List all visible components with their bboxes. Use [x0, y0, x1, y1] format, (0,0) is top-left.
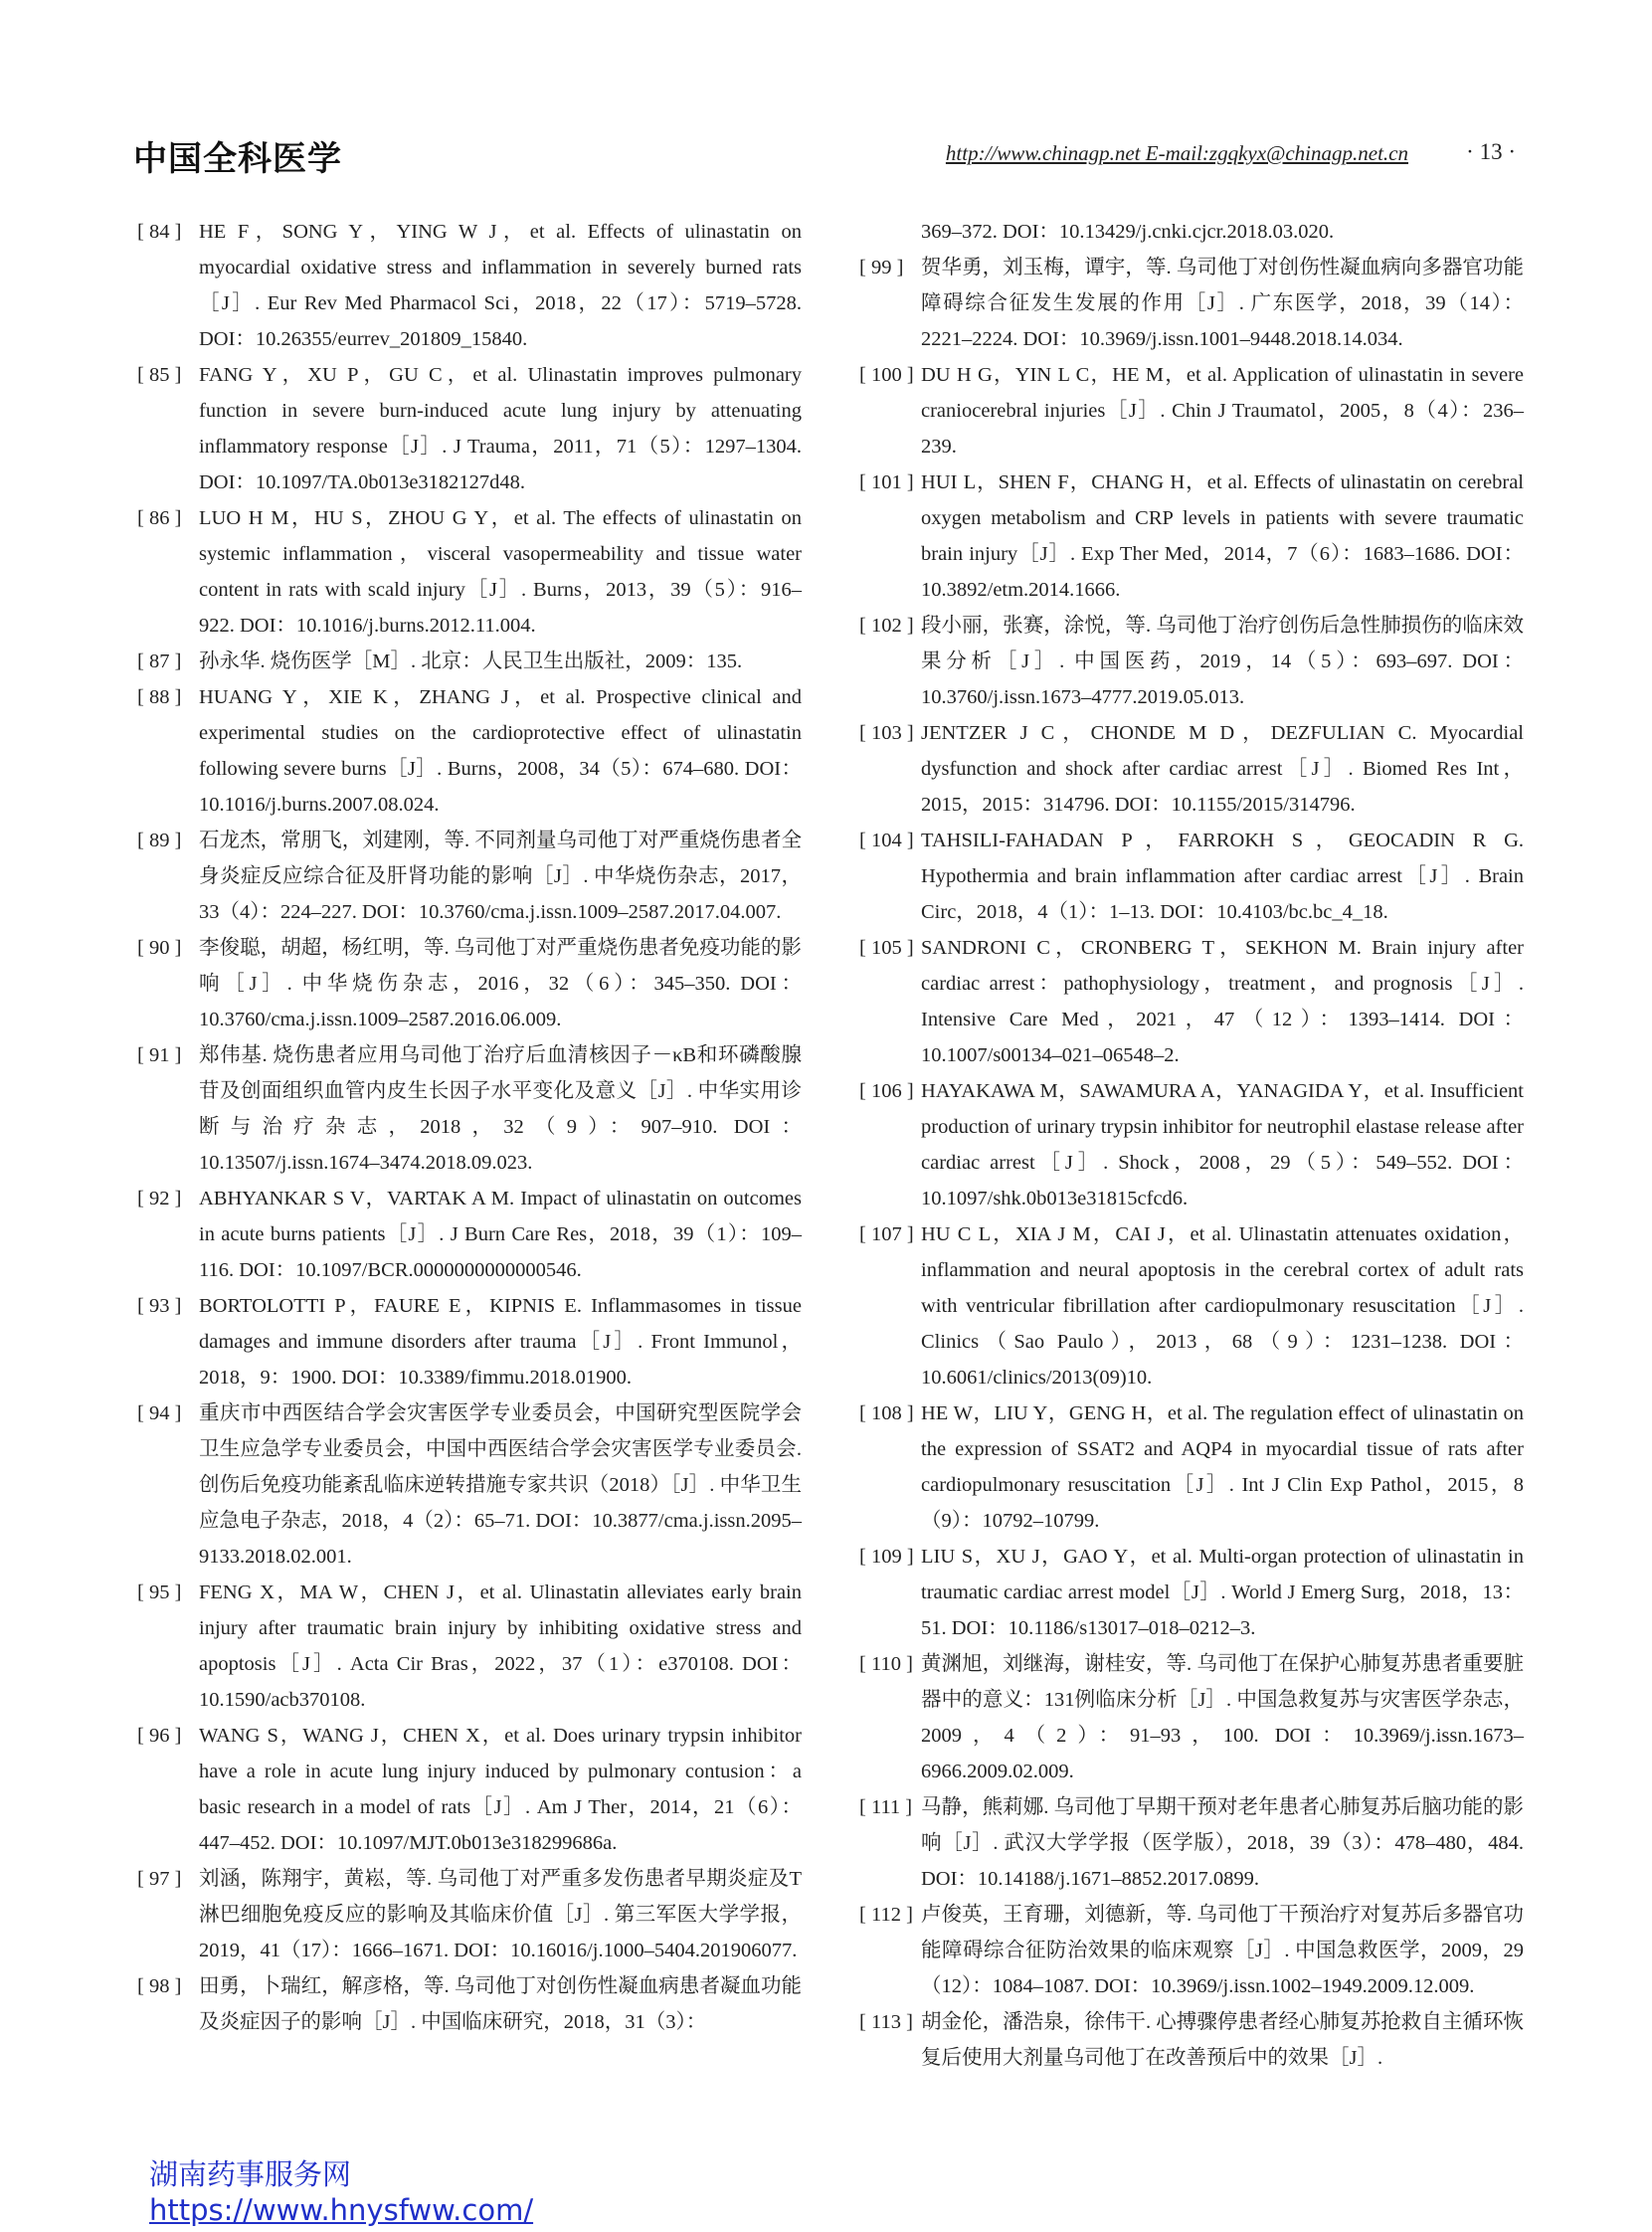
reference-number: [ 86 ]: [137, 507, 182, 529]
reference-number: [ 95 ]: [137, 1581, 182, 1603]
reference-text: HE W，LIU Y，GENG H，et al. The regulation effect of ulinastatin on the expression of SSAT2 and AQP4 in myocardial tissue of rats after cardiopulmonary resuscitation［J］. Int J Clin Exp Pathol，2015，8（9）：10792–10799.: [921, 1402, 1524, 1532]
reference-entry: [859, 1216, 1524, 1395]
reference-text: 马静，熊莉娜. 乌司他丁早期干预对老年患者心肺复苏后脑功能的影响［J］. 武汉大学学报（医学版），2018，39（3）：478–480，484. DOI：10.14188/j.1671–8852.2017.0899.: [921, 1796, 1524, 1890]
reference-entry: [137, 500, 802, 644]
reference-entry: [137, 1395, 802, 1575]
reference-entry: [859, 823, 1524, 930]
reference-entry: [859, 1073, 1524, 1216]
reference-number: [ 84 ]: [137, 221, 182, 243]
page-header: [133, 127, 1516, 177]
reference-number: [ 96 ]: [137, 1725, 182, 1747]
reference-entry: [137, 823, 802, 930]
reference-entry: [859, 2004, 1524, 2076]
reference-entry: [859, 608, 1524, 715]
reference-entry: [137, 644, 802, 679]
reference-text: 孙永华. 烧伤医学［M］. 北京：人民卫生出版社，2009：135.: [199, 651, 743, 672]
reference-number: [ 97 ]: [137, 1868, 182, 1890]
watermark-url[interactable]: https://www.hnysfww.com/: [149, 2193, 534, 2227]
reference-entry: [137, 1037, 802, 1181]
reference-entry: [859, 1395, 1524, 1539]
reference-number: [ 93 ]: [137, 1295, 182, 1317]
reference-column-right: [859, 214, 1524, 2076]
reference-entry: [859, 1539, 1524, 1646]
reference-text: HE F，SONG Y，YING W J，et al. Effects of ulinastatin on myocardial oxidative stress and inflammation in severely burned rats［J］. Eur Rev Med Pharmacol Sci，2018，22（17）：5719–5728. DOI：10.26355/eurrev_201809_15840.: [199, 221, 802, 350]
reference-text: HUANG Y，XIE K，ZHANG J，et al. Prospective clinical and experimental studies on the cardioprotective effect of ulinastatin following severe burns［J］. Burns，2008，34（5）：674–680. DOI：10.1016/j.burns.2007.08.024.: [199, 686, 802, 816]
reference-text: SANDRONI C，CRONBERG T，SEKHON M. Brain injury after cardiac arrest：pathophysiology，treatment，and prognosis［J］. Intensive Care Med，2021，47（12）：1393–1414. DOI：10.1007/s00134–021–06548–2.: [921, 937, 1524, 1066]
reference-text: 369–372. DOI：10.13429/j.cnki.cjcr.2018.03.020.: [921, 221, 1335, 243]
reference-text: HUI L，SHEN F，CHANG H，et al. Effects of ulinastatin on cerebral oxygen metabolism and CRP levels in patients with severe traumatic brain injury［J］. Exp Ther Med，2014，7（6）：1683–1686. DOI：10.3892/etm.2014.1666.: [921, 471, 1524, 601]
reference-text: WANG S，WANG J，CHEN X，et al. Does urinary trypsin inhibitor have a role in acute lung injury induced by pulmonary contusion：a basic research in a model of rats［J］. Am J Ther，2014，21（6）：447–452. DOI：10.1097/MJT.0b013e318299686a.: [199, 1725, 802, 1854]
reference-number: [ 113 ]: [859, 2011, 913, 2033]
reference-text: HU C L，XIA J M，CAI J，et al. Ulinastatin attenuates oxidation，inflammation and neural apoptosis in the cerebral cortex of adult rats with ventricular fibrillation after cardiopulmonary resuscitation［J］. Clinics（Sao Paulo），2013，68（9）：1231–1238. DOI：10.6061/clinics/2013(09)10.: [921, 1223, 1524, 1389]
page-number: · 13 ·: [1466, 139, 1516, 164]
reference-entry: [137, 1575, 802, 1718]
reference-number: [ 89 ]: [137, 830, 182, 851]
journal-url-email[interactable]: http://www.chinagp.net E-mail:zgqkyx@chinagp.net.cn: [945, 141, 1408, 165]
reference-text: 石龙杰，常朋飞，刘建刚，等. 不同剂量乌司他丁对严重烧伤患者全身炎症反应综合征及肝肾功能的影响［J］. 中华烧伤杂志，2017，33（4）：224–227. DOI：10.3760/cma.j.issn.1009–2587.2017.04.007.: [199, 830, 802, 923]
reference-entry: [137, 1181, 802, 1288]
reference-number: [ 106 ]: [859, 1080, 914, 1102]
reference-number: [ 109 ]: [859, 1546, 914, 1568]
reference-entry: [137, 1861, 802, 1968]
reference-text: 郑伟基. 烧伤患者应用乌司他丁治疗后血清核因子－κB和环磷酸腺苷及创面组织血管内皮生长因子水平变化及意义［J］. 中华实用诊断与治疗杂志，2018，32（9）：907–910. DOI：10.13507/j.issn.1674–3474.2018.09.023.: [199, 1044, 802, 1174]
reference-number: [ 103 ]: [859, 722, 914, 744]
journal-title: 中国全科医学: [133, 139, 342, 179]
reference-text: DU H G，YIN L C，HE M，et al. Application of ulinastatin in severe craniocerebral injuries［J］. Chin J Traumatol，2005，8（4）：236–239.: [921, 364, 1524, 458]
reference-number: [ 100 ]: [859, 364, 914, 386]
reference-entry: [859, 930, 1524, 1073]
reference-number: [ 108 ]: [859, 1402, 914, 1424]
reference-number: [ 101 ]: [859, 471, 914, 493]
reference-number: [ 112 ]: [859, 1904, 913, 1926]
reference-entry: [137, 930, 802, 1037]
reference-number: [ 105 ]: [859, 937, 914, 959]
reference-text: ABHYANKAR S V，VARTAK A M. Impact of ulinastatin on outcomes in acute burns patients［J］. J Burn Care Res，2018，39（1）：109–116. DOI：10.1097/BCR.0000000000000546.: [199, 1188, 802, 1281]
reference-text: FANG Y，XU P，GU C，et al. Ulinastatin improves pulmonary function in severe burn-induced acute lung injury by attenuating inflammatory response［J］. J Trauma，2011，71（5）：1297–1304. DOI：10.1097/TA.0b013e3182127d48.: [199, 364, 802, 493]
reference-text: 卢俊英，王育珊，刘德新，等. 乌司他丁干预治疗对复苏后多器官功能障碍综合征防治效果的临床观察［J］. 中国急救医学，2009，29（12）：1084–1087. DOI：10.3969/j.issn.1002–1949.2009.12.009.: [921, 1904, 1524, 1997]
reference-number: [ 111 ]: [859, 1796, 913, 1818]
reference-entry: [859, 465, 1524, 608]
reference-number: [ 88 ]: [137, 686, 182, 708]
reference-text: 胡金伦，潘浩泉，徐伟干. 心搏骤停患者经心肺复苏抢救自主循环恢复后使用大剂量乌司他丁在改善预后中的效果［J］.: [921, 2011, 1524, 2069]
reference-entry: [859, 1646, 1524, 1789]
reference-text: HAYAKAWA M，SAWAMURA A，YANAGIDA Y，et al. Insufficient production of urinary trypsin inhibitor for neutrophil elastase release after cardiac arrest［J］. Shock，2008，29（5）：549–552. DOI：10.1097/shk.0b013e31815cfcd6.: [921, 1080, 1524, 1209]
reference-entry: [859, 1789, 1524, 1897]
reference-text: 重庆市中西医结合学会灾害医学专业委员会，中国研究型医院学会卫生应急学专业委员会，中国中西医结合学会灾害医学专业委员会. 创伤后免疫功能紊乱临床逆转措施专家共识（2018）［J］. 中华卫生应急电子杂志，2018，4（2）：65–71. DOI：10.3877/cma.j.issn.2095–9133.2018.02.001.: [199, 1402, 802, 1568]
reference-number: [ 92 ]: [137, 1188, 182, 1209]
reference-number: [ 104 ]: [859, 830, 914, 851]
reference-text: LIU S，XU J，GAO Y，et al. Multi-organ protection of ulinastatin in traumatic cardiac arrest model［J］. World J Emerg Surg，2018，13：51. DOI：10.1186/s13017–018–0212–3.: [921, 1546, 1524, 1639]
reference-number: [ 91 ]: [137, 1044, 182, 1066]
reference-entry: [137, 1718, 802, 1861]
reference-number: [ 102 ]: [859, 615, 914, 637]
reference-column-left: [137, 214, 802, 2040]
reference-number: [ 85 ]: [137, 364, 182, 386]
reference-text: 田勇，卜瑞红，解彦格，等. 乌司他丁对创伤性凝血病患者凝血功能及炎症因子的影响［J］. 中国临床研究，2018，31（3）：: [199, 1975, 802, 2033]
reference-text: 刘涵，陈翔宇，黄崧，等. 乌司他丁对严重多发伤患者早期炎症及T淋巴细胞免疫反应的影响及其临床价值［J］. 第三军医大学学报，2019，41（17）：1666–1671. DOI：10.16016/j.1000–5404.201906077.: [199, 1868, 802, 1961]
reference-number: [ 110 ]: [859, 1653, 913, 1675]
reference-text: TAHSILI-FAHADAN P，FARROKH S，GEOCADIN R G. Hypothermia and brain inflammation after cardiac arrest［J］. Brain Circ，2018，4（1）：1–13. DOI：10.4103/bc.bc_4_18.: [921, 830, 1524, 923]
reference-entry: [859, 715, 1524, 823]
reference-text: 段小丽，张赛，涂悦，等. 乌司他丁治疗创伤后急性肺损伤的临床效果分析［J］. 中国医药，2019，14（5）：693–697. DOI：10.3760/j.issn.1673–4777.2019.05.013.: [921, 615, 1524, 708]
reference-number: [ 87 ]: [137, 651, 182, 672]
watermark-site-name: 湖南药事服务网: [149, 2157, 352, 2191]
reference-text: 李俊聪，胡超，杨红明，等. 乌司他丁对严重烧伤患者免疫功能的影响［J］. 中华烧伤杂志，2016，32（6）：345–350. DOI：10.3760/cma.j.issn.1009–2587.2016.06.009.: [199, 937, 802, 1030]
reference-entry: [859, 214, 1524, 250]
reference-entry: [859, 250, 1524, 357]
reference-number: [ 90 ]: [137, 937, 182, 959]
reference-entry: [137, 679, 802, 823]
reference-entry: [137, 1288, 802, 1395]
reference-text: FENG X，MA W，CHEN J，et al. Ulinastatin alleviates early brain injury after traumatic brain injury by inhibiting oxidative stress and apoptosis［J］. Acta Cir Bras，2022，37（1）：e370108. DOI：10.1590/acb370108.: [199, 1581, 802, 1711]
reference-entry: [859, 357, 1524, 465]
reference-entry: [137, 1968, 802, 2040]
reference-text: BORTOLOTTI P，FAURE E，KIPNIS E. Inflammasomes in tissue damages and immune disorders after trauma［J］. Front Immunol，2018，9：1900. DOI：10.3389/fimmu.2018.01900.: [199, 1295, 802, 1389]
reference-text: JENTZER J C，CHONDE M D，DEZFULIAN C. Myocardial dysfunction and shock after cardiac arrest［J］. Biomed Res Int，2015，2015：314796. DOI：10.1155/2015/314796.: [921, 722, 1524, 816]
reference-entry: [859, 1897, 1524, 2004]
site-watermark: [149, 2156, 533, 2228]
reference-number: [ 99 ]: [859, 257, 904, 279]
reference-text: LUO H M，HU S，ZHOU G Y，et al. The effects of ulinastatin on systemic inflammation，visceral vasopermeability and tissue water content in rats with scald injury［J］. Burns，2013，39（5）：916–922. DOI：10.1016/j.burns.2012.11.004.: [199, 507, 802, 637]
reference-entry: [137, 357, 802, 500]
reference-text: 贺华勇，刘玉梅，谭宇，等. 乌司他丁对创伤性凝血病向多器官功能障碍综合征发生发展的作用［J］. 广东医学，2018，39（14）：2221–2224. DOI：10.3969/j.issn.1001–9448.2018.14.034.: [921, 257, 1524, 350]
reference-number: [ 94 ]: [137, 1402, 182, 1424]
reference-number: [ 107 ]: [859, 1223, 914, 1245]
reference-number: [ 98 ]: [137, 1975, 182, 1997]
reference-text: 黄渊旭，刘继海，谢桂安，等. 乌司他丁在保护心肺复苏患者重要脏器中的意义：131例临床分析［J］. 中国急救复苏与灾害医学杂志，2009，4（2）：91–93，100. DOI：10.3969/j.issn.1673–6966.2009.02.009.: [921, 1653, 1524, 1782]
reference-entry: [137, 214, 802, 357]
